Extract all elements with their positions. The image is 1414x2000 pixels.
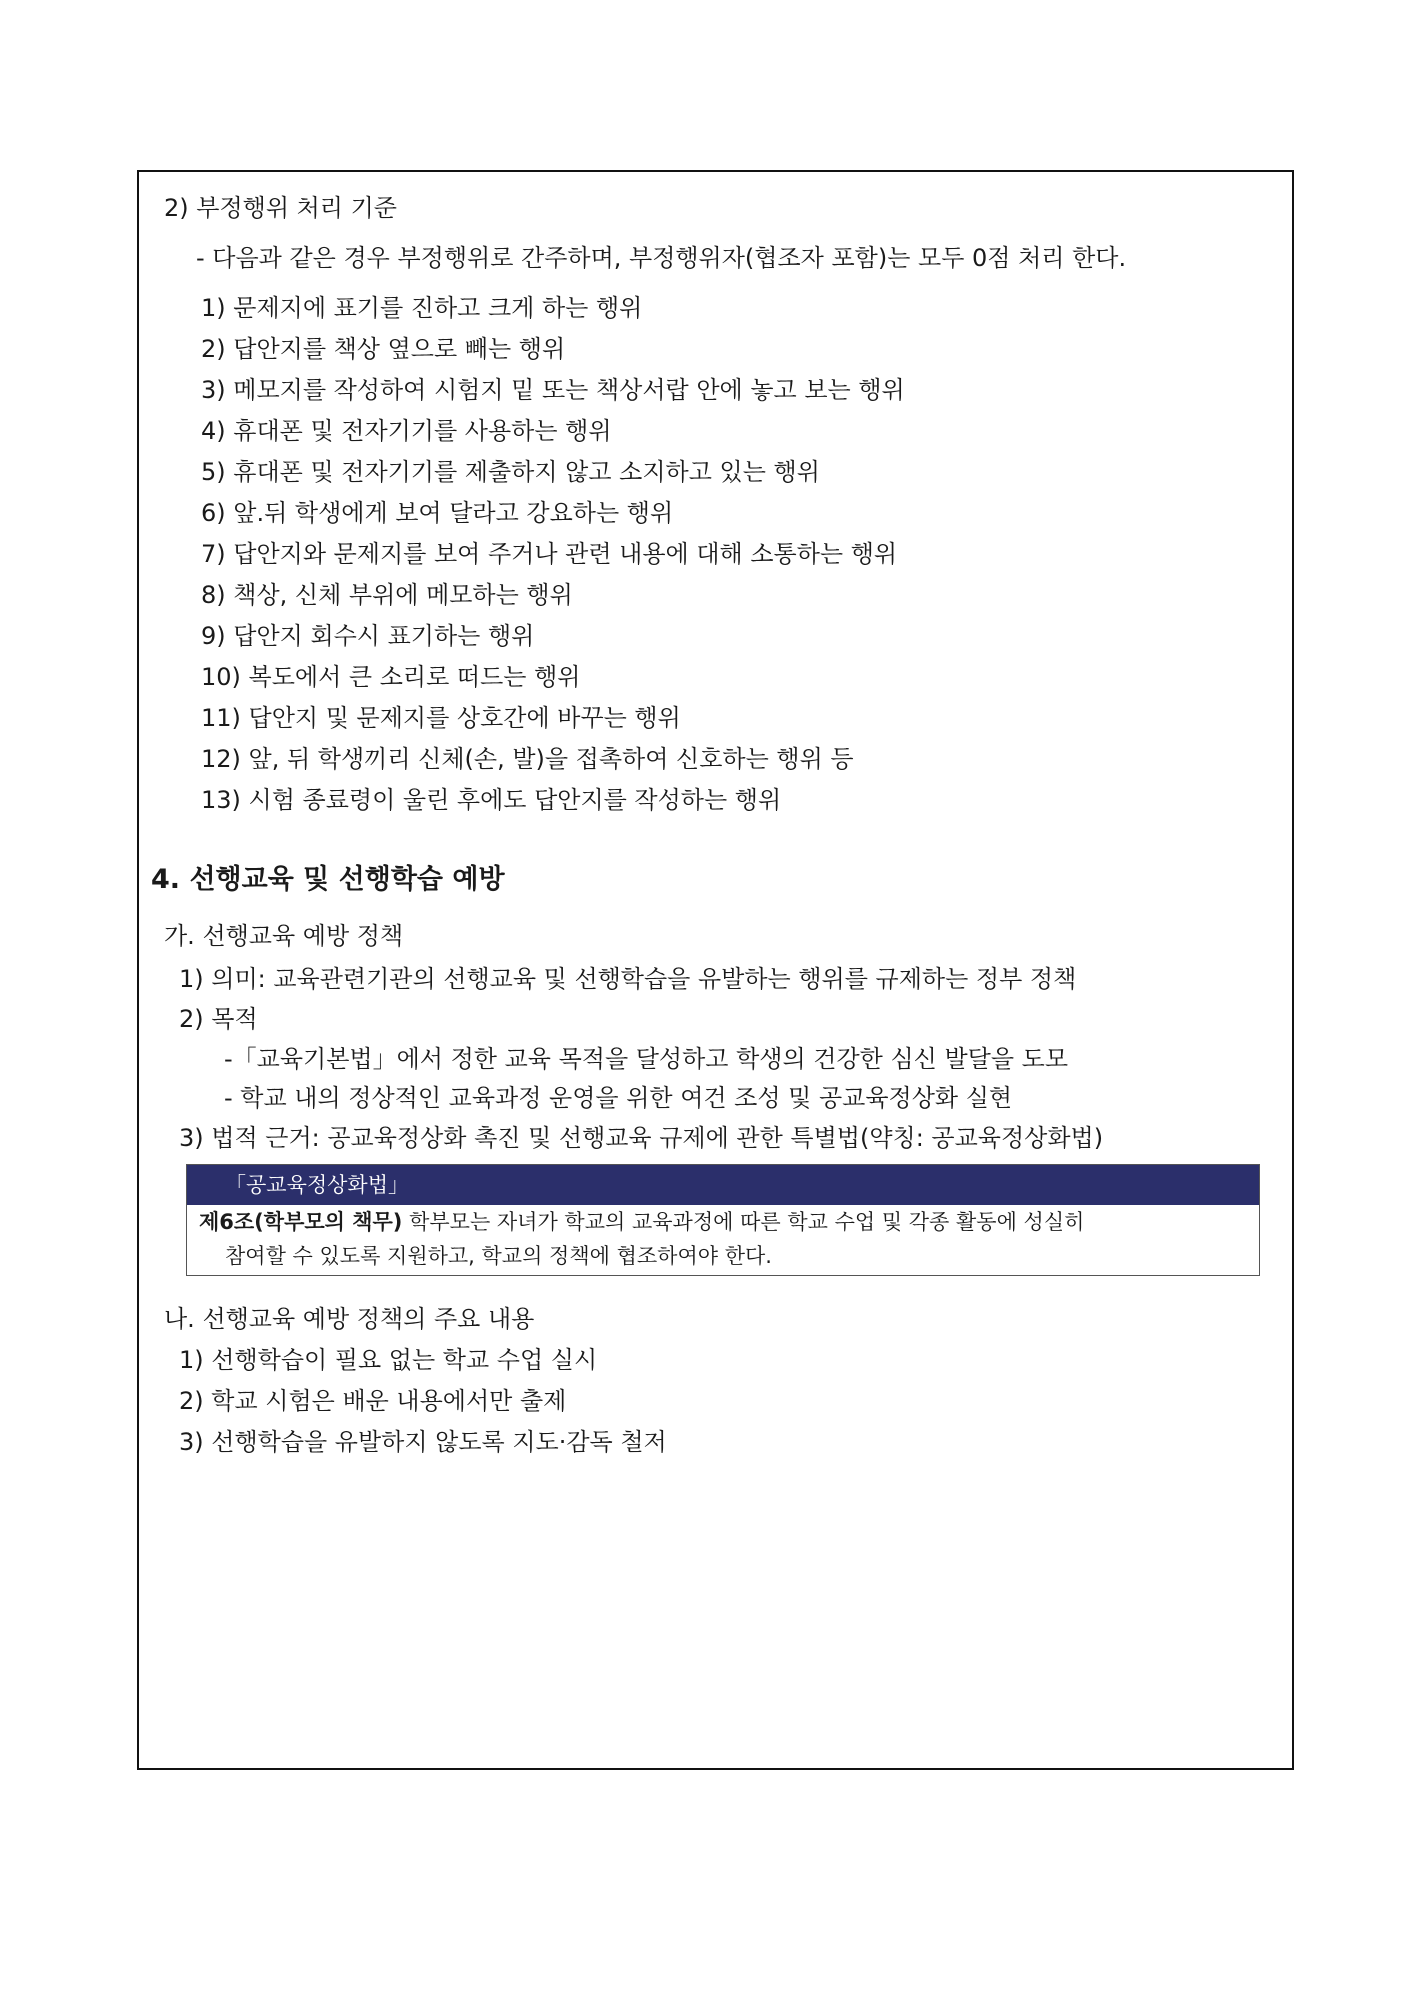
misconduct-item: 7) 답안지와 문제지를 보여 주거나 관련 내용에 대해 소통하는 행위 (201, 540, 898, 568)
policy-purpose-item: -「교육기본법」에서 정한 교육 목적을 달성하고 학생의 건강한 심신 발달을 도모 (224, 1045, 1069, 1073)
misconduct-item: 10) 복도에서 큰 소리로 떠드는 행위 (201, 663, 581, 691)
section4-heading: 4. 선행교육 및 선행학습 예방 (151, 864, 505, 895)
misconduct-title: 2) 부정행위 처리 기준 (164, 194, 397, 222)
policy-content-item: 1) 선행학습이 필요 없는 학교 수업 실시 (179, 1346, 598, 1374)
misconduct-item: 3) 메모지를 작성하여 시험지 밑 또는 책상서랍 안에 놓고 보는 행위 (201, 376, 905, 404)
misconduct-item: 12) 앞, 뒤 학생끼리 신체(손, 발)을 접촉하여 신호하는 행위 등 (201, 745, 854, 773)
law-excerpt-line (199, 1207, 1084, 1237)
law-article-text: 학부모는 자녀가 학교의 교육과정에 따른 학교 수업 및 각종 활동에 성실히 (402, 1210, 1085, 1234)
misconduct-item: 11) 답안지 및 문제지를 상호간에 바꾸는 행위 (201, 704, 681, 732)
misconduct-item: 2) 답안지를 책상 옆으로 빼는 행위 (201, 335, 566, 363)
policy-content-title: 나. 선행교육 예방 정책의 주요 내용 (164, 1305, 535, 1333)
misconduct-item: 6) 앞.뒤 학생에게 보여 달라고 강요하는 행위 (201, 499, 674, 527)
law-excerpt-title: 「공교육정상화법」 (187, 1165, 1259, 1205)
misconduct-item: 8) 책상, 신체 부위에 메모하는 행위 (201, 581, 573, 609)
policy-purpose-item: - 학교 내의 정상적인 교육과정 운영을 위한 여건 조성 및 공교육정상화 실현 (224, 1084, 1013, 1112)
misconduct-item: 13) 시험 종료령이 울린 후에도 답안지를 작성하는 행위 (201, 786, 782, 814)
policy-content-item: 3) 선행학습을 유발하지 않도록 지도·감독 철저 (179, 1428, 667, 1456)
misconduct-item: 5) 휴대폰 및 전자기기를 제출하지 않고 소지하고 있는 행위 (201, 458, 820, 486)
misconduct-item: 9) 답안지 회수시 표기하는 행위 (201, 622, 535, 650)
policy-meaning: 1) 의미: 교육관련기관의 선행교육 및 선행학습을 유발하는 행위를 규제하는 정부 정책 (179, 965, 1077, 993)
policy-content-item: 2) 학교 시험은 배운 내용에서만 출제 (179, 1387, 567, 1415)
law-article-label: 제6조(학부모의 책무) (199, 1210, 403, 1234)
document-frame (137, 170, 1294, 1770)
misconduct-intro: - 다음과 같은 경우 부정행위로 간주하며, 부정행위자(협조자 포함)는 모두 0점 처리 한다. (196, 244, 1127, 272)
policy-purpose-title: 2) 목적 (179, 1005, 258, 1033)
policy-title: 가. 선행교육 예방 정책 (164, 922, 404, 950)
law-excerpt-box (186, 1164, 1260, 1276)
misconduct-item: 4) 휴대폰 및 전자기기를 사용하는 행위 (201, 417, 612, 445)
policy-legal-basis: 3) 법적 근거: 공교육정상화 촉진 및 선행교육 규제에 관한 특별법(약칭: 공교육정상화법) (179, 1124, 1104, 1152)
law-excerpt-line: 참여할 수 있도록 지원하고, 학교의 정책에 협조하여야 한다. (225, 1244, 772, 1268)
misconduct-item: 1) 문제지에 표기를 진하고 크게 하는 행위 (201, 294, 643, 322)
